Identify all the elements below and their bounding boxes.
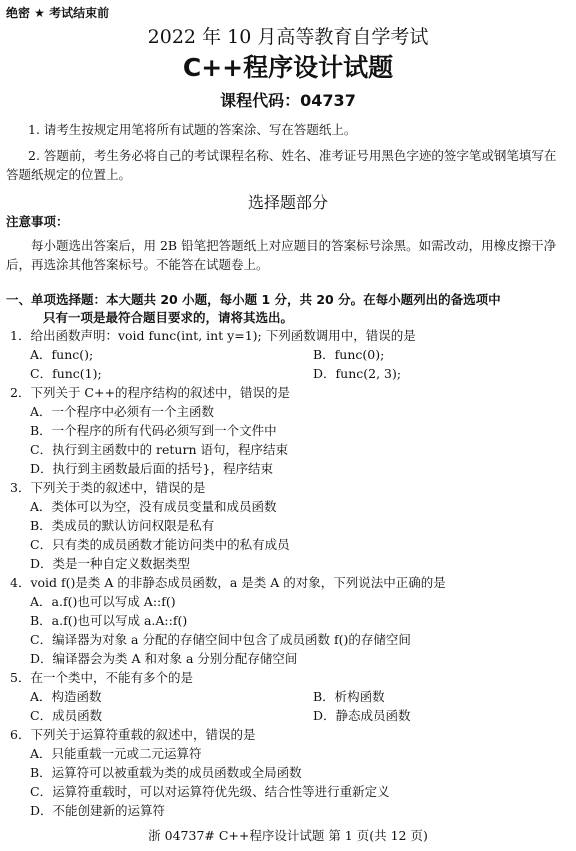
question-3 bbox=[0, 478, 576, 573]
option-c: C．func(1); bbox=[30, 366, 102, 381]
course-code: 课程代码：04737 bbox=[220, 91, 356, 110]
subject-title: C++程序设计试题 bbox=[182, 53, 394, 82]
option-a: A．只能重载一元或二元运算符 bbox=[30, 746, 202, 761]
instruction-1: 1. 请考生按规定用笔将所有试题的答案涂、写在答题纸上。 bbox=[28, 122, 357, 137]
option-group bbox=[0, 592, 576, 668]
option-d: D．执行到主函数最后面的括号}，程序结束 bbox=[30, 461, 273, 476]
option-c: C．运算符重载时，可以对运算符优先级、结合性等进行重新定义 bbox=[30, 784, 390, 799]
option-b: B．一个程序的所有代码必须写到一个文件中 bbox=[30, 423, 277, 438]
option-group bbox=[0, 744, 576, 820]
option-a: A．a.f()也可以写成 A::f() bbox=[30, 594, 176, 609]
instruction-2: 2. 答题前，考生务必将自己的考试课程名称、姓名、准考证号用黑色字迹的签字笔或钢笔填写在答题纸规定的位置上。 bbox=[6, 148, 557, 182]
option-c: C．成员函数 bbox=[30, 708, 103, 723]
question-stem: 3．下列关于类的叙述中，错误的是 bbox=[10, 480, 206, 495]
part-heading-line2: 只有一项是最符合题目要求的，请将其选出。 bbox=[43, 310, 294, 325]
part-heading-line1: 一、单项选择题：本大题共 20 小题，每小题 1 分，共 20 分。在每小题列出的备选项中 bbox=[6, 292, 501, 307]
option-a: A．类体可以为空，没有成员变量和成员函数 bbox=[30, 499, 277, 514]
page-footer: 浙 04737# C++程序设计试题 第 1 页(共 12 页) bbox=[148, 828, 428, 843]
part-heading bbox=[6, 291, 568, 327]
option-a: A．func(); bbox=[30, 347, 94, 362]
question-1 bbox=[0, 326, 576, 383]
question-stem: 2．下列关于 C++的程序结构的叙述中，错误的是 bbox=[10, 385, 290, 400]
notes-heading: 注意事项： bbox=[6, 214, 69, 229]
option-group bbox=[0, 345, 576, 383]
option-a: A．一个程序中必须有一个主函数 bbox=[30, 404, 215, 419]
option-b: B．func(0); bbox=[313, 347, 385, 362]
option-d: D．编译器会为类 A 和对象 a 分别分配存储空间 bbox=[30, 651, 298, 666]
option-d: D．func(2, 3); bbox=[313, 366, 402, 381]
question-stem: 6．下列关于运算符重载的叙述中，错误的是 bbox=[10, 727, 256, 742]
option-c: C．只有类的成员函数才能访问类中的私有成员 bbox=[30, 537, 290, 552]
question-stem: 1．给出函数声明：void func(int, int y=1); 下列函数调用中，错误的是 bbox=[10, 328, 416, 343]
option-group bbox=[0, 402, 576, 478]
option-c: C．执行到主函数中的 return 语句，程序结束 bbox=[30, 442, 288, 457]
section-title: 选择题部分 bbox=[247, 193, 328, 212]
question-2 bbox=[0, 383, 576, 478]
option-d: D．静态成员函数 bbox=[313, 708, 411, 723]
question-stem: 4．void f()是类 A 的非静态成员函数，a 是类 A 的对象，下列说法中正确的是 bbox=[10, 575, 446, 590]
notes-text: 每小题选出答案后，用 2B 铅笔把答题纸上对应题目的答案标号涂黑。如需改动，用橡皮擦干净后，再选涂其他答案标号。不能答在试题卷上。 bbox=[6, 238, 557, 272]
question-stem: 5．在一个类中，不能有多个的是 bbox=[10, 670, 193, 685]
option-d: D．类是一种自定义数据类型 bbox=[30, 556, 191, 571]
option-b: B．析构函数 bbox=[313, 689, 385, 704]
question-4 bbox=[0, 573, 576, 668]
option-b: B．a.f()也可以写成 a.A::f() bbox=[30, 613, 188, 628]
option-group bbox=[0, 687, 576, 725]
question-5 bbox=[0, 668, 576, 725]
question-list bbox=[0, 326, 576, 820]
option-c: C．编译器为对象 a 分配的存储空间中包含了成员函数 f()的存储空间 bbox=[30, 632, 411, 647]
question-6 bbox=[0, 725, 576, 820]
option-group bbox=[0, 497, 576, 573]
option-b: B．运算符可以被重载为类的成员函数或全局函数 bbox=[30, 765, 302, 780]
option-b: B．类成员的默认访问权限是私有 bbox=[30, 518, 215, 533]
secret-label: 绝密 ★ 考试结束前 bbox=[6, 6, 110, 20]
exam-title: 2022 年 10 月高等教育自学考试 bbox=[147, 26, 429, 48]
option-d: D．不能创建新的运算符 bbox=[30, 803, 166, 818]
option-a: A．构造函数 bbox=[30, 689, 102, 704]
